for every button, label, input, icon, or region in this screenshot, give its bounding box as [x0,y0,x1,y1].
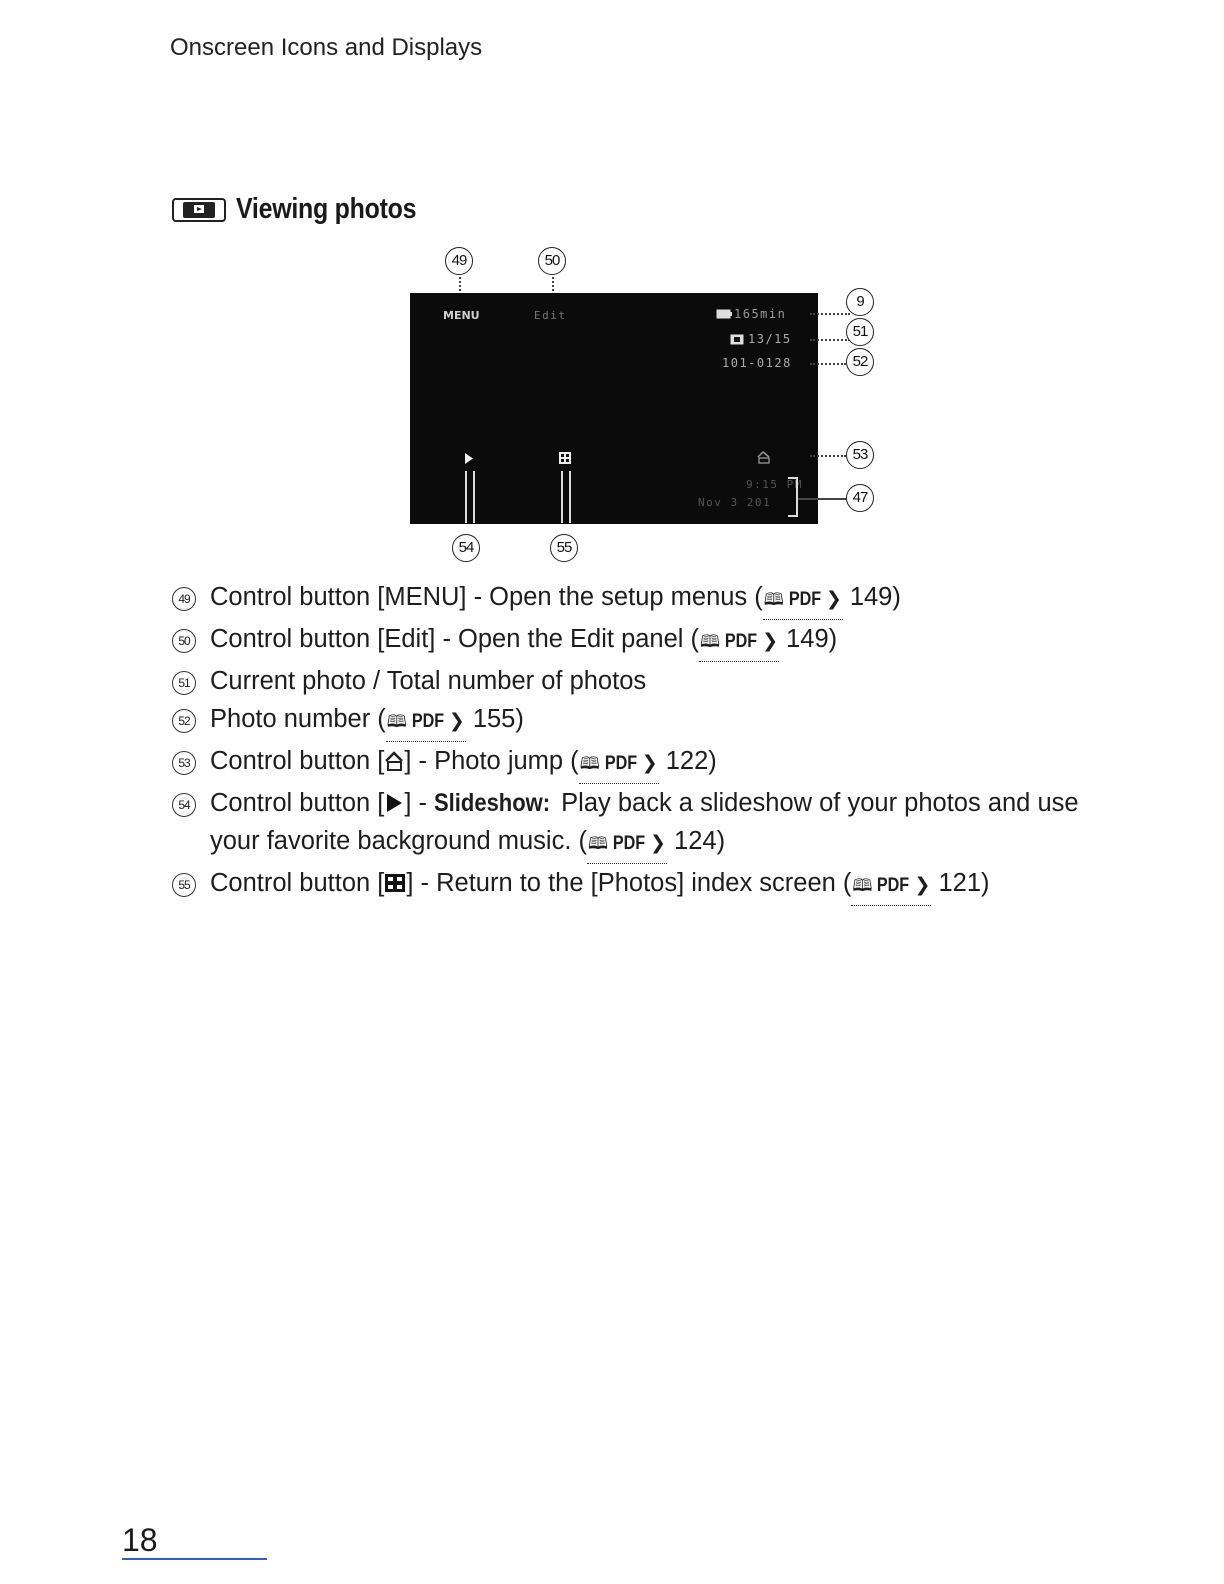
callout-51: 51 [846,318,874,346]
page-ref: 155) [465,705,524,733]
index-icon [384,872,406,894]
pdf-reference-link[interactable]: 🕮 PDF ❯ [579,745,659,784]
page-header: Onscreen Icons and Displays [170,34,483,61]
chevron-right-icon: ❯ [650,833,666,854]
chevron-right-icon: ❯ [825,589,842,610]
item-text: Photo number ( [210,705,386,733]
item-number: 53 [172,751,196,775]
edit-button[interactable]: Edit [534,309,567,322]
callout-9: 9 [846,288,874,316]
callout-55: 55 [550,534,578,562]
callout-54: 54 [452,534,480,562]
callout-49: 49 [445,247,473,275]
item-text: Current photo / Total number of photos [210,667,647,695]
page-ref: 121) [931,869,990,897]
book-icon: 🕮 [763,590,784,609]
leader-line [561,471,571,523]
item-number: 52 [172,709,196,733]
item-number: 49 [172,587,196,611]
item-text: ] - [404,789,435,817]
item-text: Control button [ [210,869,385,897]
page-number-rule [122,1558,267,1560]
pdf-reference-link[interactable]: 🕮 PDF ❯ [587,825,667,864]
leader-line [810,339,850,341]
photo-counter-icon [730,334,744,345]
play-icon[interactable] [464,453,474,464]
page-ref: 149) [779,625,838,653]
item-text: Control button [ [210,789,385,817]
item-number: 55 [172,873,196,897]
callout-47: 47 [846,484,874,512]
play-icon [384,792,404,814]
chevron-right-icon: ❯ [914,875,931,896]
photo-number: 101-0128 [722,356,792,370]
leader-line [465,471,475,523]
date-bracket [788,477,798,517]
item-text: ] - Return to the [Photos] index screen ( [406,869,852,897]
time-remaining: 165min [734,307,787,321]
page-ref: 149) [842,583,901,611]
leader-line [810,455,846,457]
menu-button[interactable]: MENU [443,309,480,322]
chevron-right-icon: ❯ [448,711,465,732]
chevron-right-icon: ❯ [762,631,779,652]
legend-item [172,784,1132,864]
section-heading [172,193,446,226]
callout-50: 50 [538,247,566,275]
item-text: Play back a slideshow of your photos and use your favorite background music. ( [210,789,1079,855]
index-icon[interactable] [559,452,571,464]
page-ref: 124) [666,827,726,855]
photo-jump-icon[interactable] [756,450,771,464]
item-text: Control button [Edit] - Open the Edit panel ( [210,625,700,653]
photo-playback-mode-icon [172,198,226,222]
item-number: 50 [172,629,196,653]
pdf-reference-link[interactable]: 🕮 PDF ❯ [763,581,843,620]
chevron-right-icon: ❯ [641,753,658,774]
date-display: Nov 3 201 [698,496,772,509]
book-icon: 🕮 [852,876,873,895]
legend-item [172,700,1132,742]
screen-diagram [400,240,900,580]
book-icon: 🕮 [588,834,609,853]
item-number: 54 [172,793,196,817]
book-icon: 🕮 [386,712,407,731]
item-text: Control button [ [210,747,385,775]
book-icon: 🕮 [579,754,600,773]
leader-line [798,498,846,500]
legend-item [172,620,1132,662]
callout-52: 52 [846,348,874,376]
page-ref: 122) [658,747,717,775]
leader-line [810,363,846,365]
photo-jump-icon [384,750,404,772]
pdf-reference-link[interactable]: 🕮 PDF ❯ [851,867,931,906]
leader-line [810,313,850,315]
legend-item [172,742,1132,784]
item-text: Control button [MENU] - Open the setup menus ( [210,583,763,611]
legend-item [172,864,1132,906]
page-number: 18 [122,1522,158,1558]
item-text: ] - Photo jump ( [404,747,579,775]
slideshow-label: Slideshow: [434,789,551,817]
legend-item [172,662,1132,700]
book-icon: 🕮 [700,632,721,651]
camera-display [410,293,818,524]
time-display: 9:15 PM [746,478,803,491]
pdf-reference-link[interactable]: 🕮 PDF ❯ [699,623,779,662]
photo-count: 13/15 [748,332,792,346]
section-title: Viewing photos [236,193,417,225]
pdf-reference-link[interactable]: 🕮 PDF ❯ [386,703,466,742]
callout-53: 53 [846,441,874,469]
callout-legend [172,578,1132,906]
item-number: 51 [172,671,196,695]
battery-icon [716,309,732,319]
legend-item [172,578,1132,620]
